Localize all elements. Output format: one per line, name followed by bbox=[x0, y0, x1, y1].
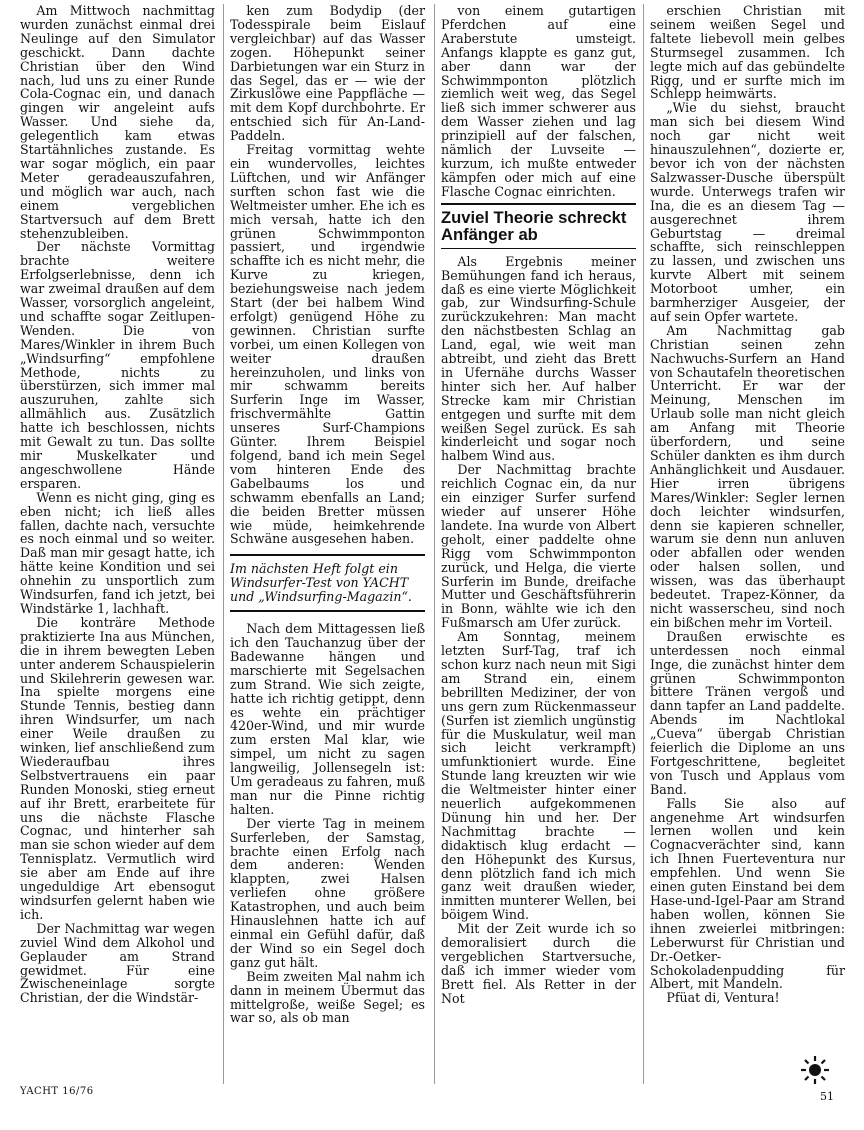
article-paragraph: Freitag vormittag wehte ein wundervolles, leichtes Lüftchen, und wir Anfänger surften schon fast wie die Weltmeister umher. Ehe ich es mich versah, hatte ich den grünen Schwimmponton passiert, und irgendwie schaffte ich es nicht mehr, die Kurve zu kriegen, beziehungsweise nach jedem Start (der bei halbem Wind erfolgt) genügend Höhe zu gewinnen. Christian surfte vorbei, um einen Kollegen von weiter draußen hereinzuholen, und links von mir schwamm bereits Surferin Inge im Wasser, frischvermählte Gattin unseres Surf-Champions Günter. Ihrem Beispiel folgend, band ich mein Segel vom hinteren Ende des Gabelbaums los und schwamm ebenfalls an Land; die beiden Bretter müssen wie müde, heimkehrende Schwäne ausgesehen haben. bbox=[230, 142, 426, 547]
article-paragraph: Als Ergebnis meiner Bemühungen fand ich heraus, daß es eine vierte Möglichkeit gab, zur Windsurfing-Schule zurückzukehren: Man macht den nächstbesten Schlag an Land, egal, wie weit man abtreibt, und zieht das Brett in Ufernähe durchs Wasser hinter sich her. Auf halber Strecke kam mir Christian entgegen und surfte mit dem weißen Segel zurück. Es sah kinderleicht und sogar noch halbem Wind aus. bbox=[441, 253, 636, 464]
column-divider bbox=[643, 4, 644, 1084]
article-paragraph: von einem gutartigen Pferdchen auf eine Araberstute umsteigt. Anfangs klappte es ganz gut, aber dann war der Schwimmponton plötzlich ziemlich weit weg, das Segel ließ sich immer schwerer aus dem Wasser ziehen und lag prinzipiell auf der falschen, nämlich der Luvseite — kurzum, ich mußte entweder kämpfen oder mich auf eine Flasche Cognac einrichten. bbox=[441, 3, 636, 199]
magazine-issue: YACHT 16/76 bbox=[20, 1086, 94, 1097]
article-page bbox=[20, 4, 850, 1104]
article-paragraph: Der Nachmittag brachte reichlich Cognac ein, da nur ein einziger Surfer surfend wieder auf unserer Höhe landete. Ina wurde von Albert geholt, einer paddelte ohne Rigg vom Schwimmponton zurück, und Helga, die vierte Surferin im Bunde, dreifache Mutter und Geschäftsführerin in Bonn, wählte wie ich den Fußmarsch am Ufer zurück. bbox=[441, 462, 636, 631]
column-2 bbox=[230, 4, 425, 1025]
article-paragraph: Der vierte Tag in meinem Surferleben, der Samstag, brachte einen Erfolg nach dem anderen: Wenden klappten, zwei Halsen verliefen ohne größere Katastrophen, und auch beim Hinauslehnen hatte ich auf einmal ein Gefühl dafür, daß der Wind so ein Segel doch ganz gut hält. bbox=[230, 815, 425, 970]
column-divider bbox=[434, 4, 435, 1084]
column-divider bbox=[223, 4, 224, 1084]
article-paragraph: ken zum Bodydip (der Todesspirale beim Eislauf vergleichbar) auf das Wasser zogen. Höhepunkt seiner Darbietungen war ein Sturz in das Segel, das er — wie der Zirkuslöwe eine Pappfläche — mit dem Kopf durchbohrte. Er entschied sich für An-Land-Paddeln. bbox=[230, 3, 425, 144]
notice-text: Im nächsten Heft folgt ein Windsurfer-Test von YACHT und „Windsurfing-Magazin“. bbox=[230, 561, 412, 605]
article-paragraph: erschien Christian mit seinem weißen Segel und faltete liebevoll mein gelbes Sturmsegel zusammen. Ich legte mich auf das gebündelte Rigg, und er surfte mich im Schlepp heimwärts. bbox=[650, 3, 845, 102]
article-paragraph: Mit der Zeit wurde ich so demoralisiert durch die vergeblichen Startversuche, daß ich immer wieder vom Brett fiel. Als Retter in der Not bbox=[441, 921, 636, 1006]
page-number: 51 bbox=[820, 1090, 834, 1103]
article-paragraph: Nach dem Mittagessen ließ ich den Tauchanzug über der Badewanne hängen und marschierte mit Segelsachen zum Strand. Wie sich zeigte, hatte ich richtig getippt, denn es wehte ein prächtiger 420er-Wind, und mir wurde zum ersten Mal klar, wie simpel, um nicht zu sagen langweilig, Jollensegeln ist: Um geradeaus zu fahren, muß man nur die Pinne richtig halten. bbox=[230, 621, 425, 817]
article-paragraph: Am Sonntag, meinem letzten Surf-Tag, traf ich schon kurz nach neun mit Sigi am Strand ein, einem bebrillten Mediziner, der von uns gern zum Rückenmasseur (Surfen ist ziemlich ungünstig für die Muskulatur, weil man sich leicht verkrampft) umfunktioniert wurde. Eine Stunde lang kreuzten wir wie die Weltmeister hinter einer neuerlich aufgekommenen Dünung hin und her. Der Nachmittag brachte — didaktisch klug erdacht — den Höhepunkt des Kursus, denn plötzlich fand ich mich ganz weit draußen wieder, inmitten munterer Wellen, bei böigem Wind. bbox=[441, 629, 636, 923]
column-3 bbox=[441, 4, 636, 1006]
article-paragraph: Falls Sie also auf angenehme Art windsurfen lernen wollen und kein Cognacverächter sind, kann ich Ihnen Fuerteventura nur empfehlen. Und wenn Sie einen guten Einstand bei dem Hase-und-Igel-Paar am Strand haben wollen, können Sie ihnen zweierlei mitbringen: Leberwurst für Christian und Dr.-Oetker-Schokoladenpudding für Albert, mit Mandeln. bbox=[650, 795, 845, 992]
article-paragraph: Der nächste Vormittag brachte weitere Erfolgserlebnisse, denn ich war zweimal draußen auf dem Wasser, vorsorglich angeleint, und schaffte sogar Zeitlupen-Wenden. Die von Mares/Winkler in ihrem Buch „Windsurfing“ empfohlene Methode, nichts zu überstürzen, sich immer mal auszuruhen, zahlte sich allmählich aus. Zusätzlich hatte ich beschlossen, nichts mit Gewalt zu tun. Das sollte mir Muskelkater und angeschwollene Hände ersparen. bbox=[20, 239, 215, 491]
next-issue-notice bbox=[230, 554, 425, 612]
article-paragraph: Wenn es nicht ging, ging es eben nicht; ich ließ alles fallen, dachte nach, versuchte es noch einmal und so weiter. Daß man mir gesagt hatte, ich hätte keine Kondition und sei ohnehin zu unsportlich zum Windsurfen, fand ich jetzt, bei Windstärke 1, lachhaft. bbox=[20, 489, 215, 616]
article-paragraph: Der Nachmittag war wegen zuviel Wind dem Alkohol und Geplauder am Strand gewidmet. Für eine Zwischeneinlage sorgte Christian, der die Windstär- bbox=[20, 920, 215, 1006]
closing-line: Pfüat di, Ventura! bbox=[666, 990, 780, 1006]
column-1 bbox=[20, 4, 215, 1005]
article-paragraph: Am Mittwoch nachmittag wurden zunächst einmal drei Neulinge auf den Simulator geschickt. Dann dachte Christian über den Wind nach, lud uns zu einer Runde Cola-Cognac ein, und danach gingen wir angeleint aufs Wasser. Und siehe da, gelegentlich kam etwas Startähnliches zustande. Es war sogar möglich, ein paar Meter geradeauszufahren, und möglich war auch, nach einem vergeblichen Startversuch auf dem Brett stehenzubleiben. bbox=[20, 3, 215, 241]
article-paragraph: „Wie du siehst, braucht man sich bei diesem Wind noch gar nicht weit hinauszulehnen“, dozierte er, bevor ich von der nächsten Salzwasser-Dusche überspült wurde. Unterwegs trafen wir Ina, die es an diesem Tag — ausgerechnet ihrem Geburtstag — dreimal schaffte, sich reinschleppen zu lassen, und zwischen uns kurvte Albert mit seinem Motorboot umher, ein barmherziger Ausgeier, der auf sein Opfer wartete. bbox=[650, 100, 845, 324]
column-4 bbox=[650, 4, 845, 1005]
sun-logo-icon bbox=[800, 1055, 830, 1085]
article-paragraph: Die konträre Methode praktizierte Ina aus München, die in ihrem bewegten Leben unter anderem Schauspielerin und Skilehrerin gewesen war. Ina spielte morgens eine Stunde Tennis, bestieg dann ihren Windsurfer, um nach einer Weile draußen zu winken, lief anschließend zum Wiederaufbau ihres Selbstvertrauens ein paar Runden Monoski, stieg erneut auf ihr Brett, erarbeitete für uns die nächste Flasche Cognac, und hinterher sah man sie schon wieder auf dem Tennisplatz. Vermutlich wird sie aber am Ende auf ihre ungeduldige Art ebensogut windsurfen gelernt haben wie ich. bbox=[20, 614, 215, 922]
article-paragraph: Am Nachmittag gab Christian seinen zehn Nachwuchs-Surfern an Hand von Schautafeln theoretischen Unterricht. Er war der Meinung, Menschen im Urlaub solle man nicht gleich am Anfang mit Theorie überfordern, und seine Schüler dankten es ihm durch Anhänglichkeit und Ausdauer. Hier irren übrigens Mares/Winkler: Segler lernen doch leichter windsurfen, denn sie kapieren schneller, warum sie denn nun anluven oder abfallen oder wenden oder halsen sollen, und wissen, was das überhaupt bedeutet. Trapez-Könner, da nicht wasserscheu, sind noch ein bißchen mehr im Vorteil. bbox=[650, 322, 846, 630]
article-paragraph: Draußen erwischte es unterdessen noch einmal Inge, die zunächst hinter dem grünen Schwimmponton bittere Tränen vergoß und dann tapfer an Land paddelte. Abends im Nachtlokal „Cueva“ übergab Christian feierlich die Diplome an uns Fortgeschrittene, begleitet von Tusch und Applaus vom Band. bbox=[650, 628, 845, 797]
section-heading: Zuviel Theorie schreckt Anfänger ab bbox=[441, 203, 636, 249]
article-paragraph: Beim zweiten Mal nahm ich dann in meinem Übermut das mittelgroße, weiße Segel; es war so, als ob man bbox=[230, 968, 425, 1026]
